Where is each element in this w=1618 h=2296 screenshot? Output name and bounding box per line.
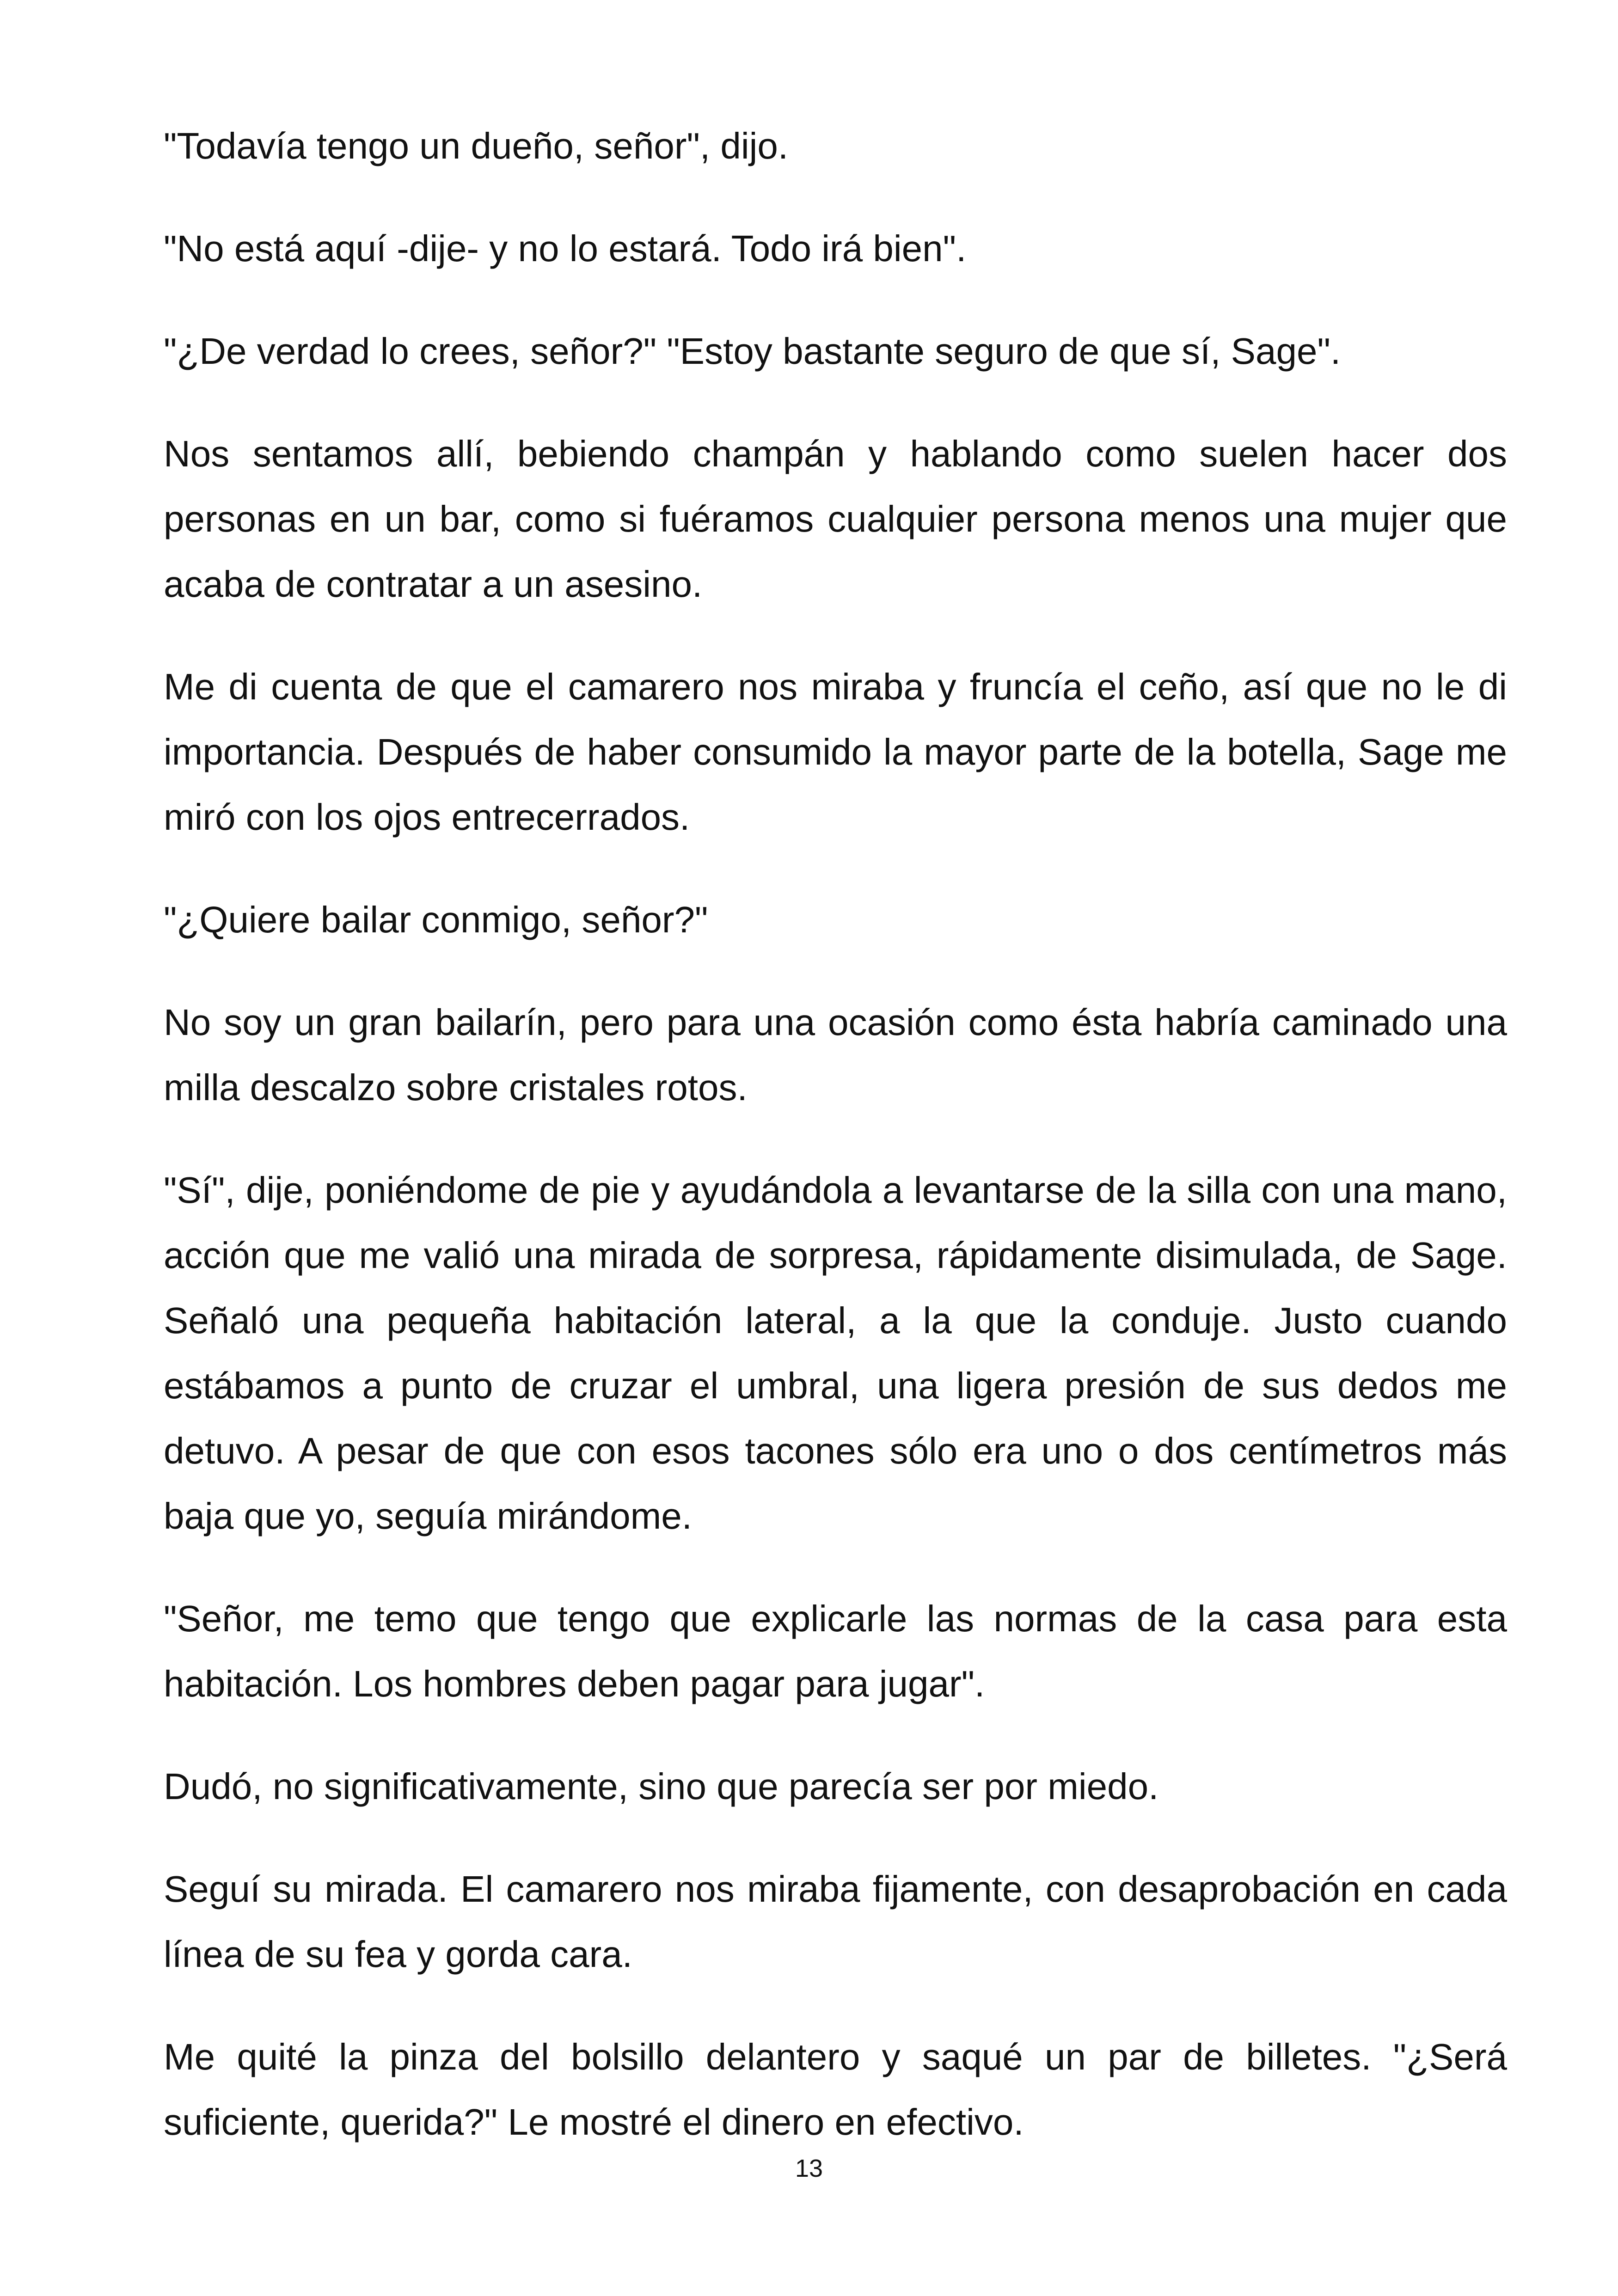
paragraph-1: "Todavía tengo un dueño, señor", dijo.	[164, 125, 789, 166]
paragraph-3: "¿De verdad lo crees, señor?" "Estoy bastante seguro de que sí, Sage".	[164, 331, 1341, 372]
page-number: 13	[795, 2155, 823, 2182]
paragraph-10: Dudó, no significativamente, sino que parecía ser por miedo.	[164, 1766, 1159, 1807]
paragraph-12: Me quité la pinza del bolsillo delantero y saqué un par de billetes. "¿Será suficiente, querida?" Le mostré el dinero en efectivo.	[164, 2036, 1507, 2143]
paragraph-4: Nos sentamos allí, bebiendo champán y hablando como suelen hacer dos personas en un bar, como si fuéramos cualquier persona menos una mujer que acaba de contratar a un asesino.	[164, 433, 1507, 605]
paragraph-8: "Sí", dije, poniéndome de pie y ayudándola a levantarse de la silla con una mano, acción que me valió una mirada de sorpresa, rápidamente disimulada, de Sage. Señaló una pequeña habitación lateral, a la que la conduje. Justo cuando estábamos a punto de cruzar el umbral, una ligera presión de sus dedos me detuvo. A pesar de que con esos tacones sólo era uno o dos centímetros más baja que yo, seguía mirándome.	[164, 1169, 1507, 1537]
paragraph-2: "No está aquí -dije- y no lo estará. Todo irá bien".	[164, 228, 967, 269]
paragraph-5: Me di cuenta de que el camarero nos miraba y fruncía el ceño, así que no le di importancia. Después de haber consumido la mayor parte de la botella, Sage me miró con los ojos entrecerrados.	[164, 666, 1507, 838]
paragraph-11: Seguí su mirada. El camarero nos miraba fijamente, con desaprobación en cada línea de su fea y gorda cara.	[164, 1868, 1507, 1975]
paragraph-9: "Señor, me temo que tengo que explicarle las normas de la casa para esta habitación. Los hombres deben pagar para jugar".	[164, 1598, 1507, 1704]
paragraph-7: No soy un gran bailarín, pero para una ocasión como ésta habría caminado una milla descalzo sobre cristales rotos.	[164, 1002, 1507, 1108]
paragraph-6: "¿Quiere bailar conmigo, señor?"	[164, 899, 708, 940]
body-text	[164, 113, 1507, 2192]
